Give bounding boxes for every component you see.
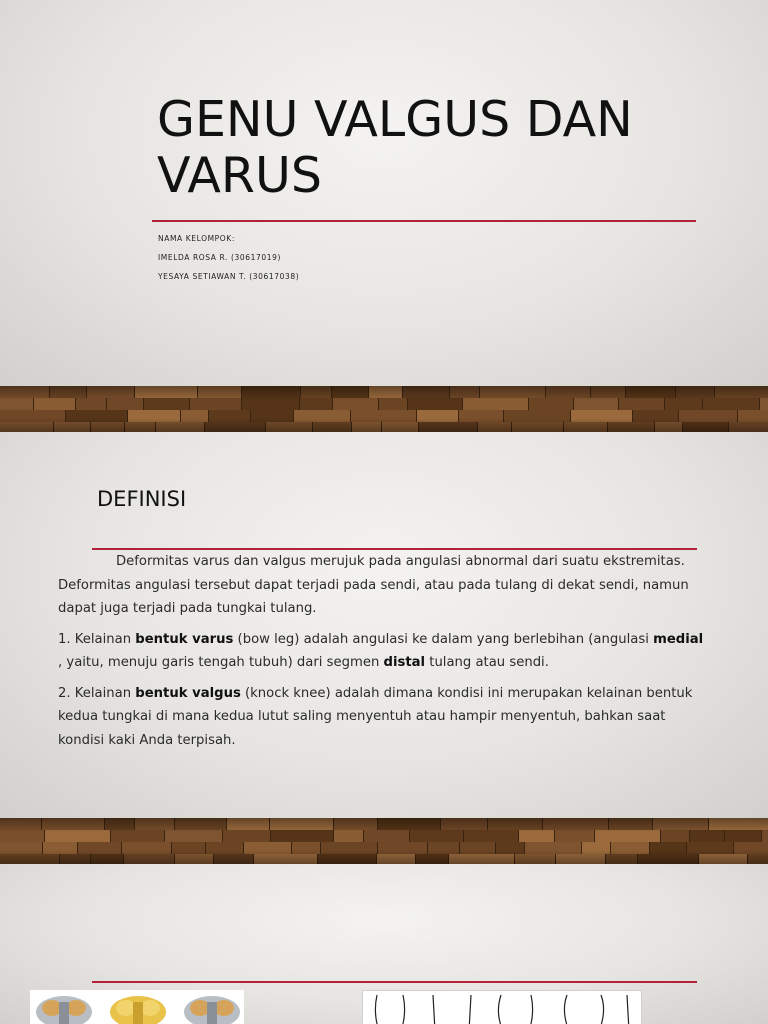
text-run: 1. Kelainan	[58, 631, 136, 647]
member-line: YESAYA SETIAWAN T. (30617038)	[158, 272, 300, 281]
title-divider	[152, 220, 696, 222]
definition-slide	[0, 432, 768, 818]
slide-title: GENU VALGUS DAN VARUS	[157, 91, 633, 204]
text-run: (bow leg) adalah angulasi ke dalam yang berlebihan (angulasi	[233, 631, 654, 647]
floor-shade	[0, 386, 768, 432]
pelvis-illustration-image	[30, 990, 244, 1024]
definition-intro: Deformitas varus dan valgus merujuk pada angulasi abnormal dari suatu ekstremitas. Deformitas angulasi tersebut dapat terjadi pada sendi, atau pada tulang di dekat sendi, namun dapat juga terjadi pada tungkai tulang.	[58, 554, 689, 616]
term-distal: distal	[383, 655, 426, 670]
illustration-slide	[0, 864, 768, 1024]
member-line: IMELDA ROSA R. (30617019)	[158, 253, 282, 262]
text-run: (knock knee) adalah dimana kondisi ini merupakan kelainan bentuk kedua tungkai di mana kedua lutut saling menyentuh atau hampir menyentuh, bahkan saat kondisi kaki Anda terpisah.	[58, 685, 693, 748]
title-slide	[0, 0, 768, 386]
illustration-divider	[92, 981, 697, 983]
term-varus: bentuk varus	[135, 631, 234, 647]
member-line: NAMA KELOMPOK:	[158, 234, 235, 243]
definition-heading: DEFINISI	[97, 487, 187, 511]
wood-floor-divider	[0, 386, 768, 432]
group-member-list	[158, 229, 299, 286]
wood-floor-divider	[0, 818, 768, 864]
text-run: 2. Kelainan	[58, 685, 136, 701]
varus-definition	[58, 628, 708, 675]
definition-body	[58, 550, 708, 759]
term-medial: medial	[653, 631, 704, 647]
valgus-definition	[58, 682, 708, 753]
term-valgus: bentuk valgus	[135, 685, 241, 701]
leg-alignment-diagram-image	[362, 990, 642, 1024]
leg-outline-icon	[363, 991, 642, 1024]
text-run: , yaitu, menuju garis tengah tubuh) dari segmen	[58, 655, 384, 670]
pelvis-icon	[30, 990, 244, 1024]
text-run: tulang atau sendi.	[425, 655, 549, 670]
floor-shade	[0, 818, 768, 864]
